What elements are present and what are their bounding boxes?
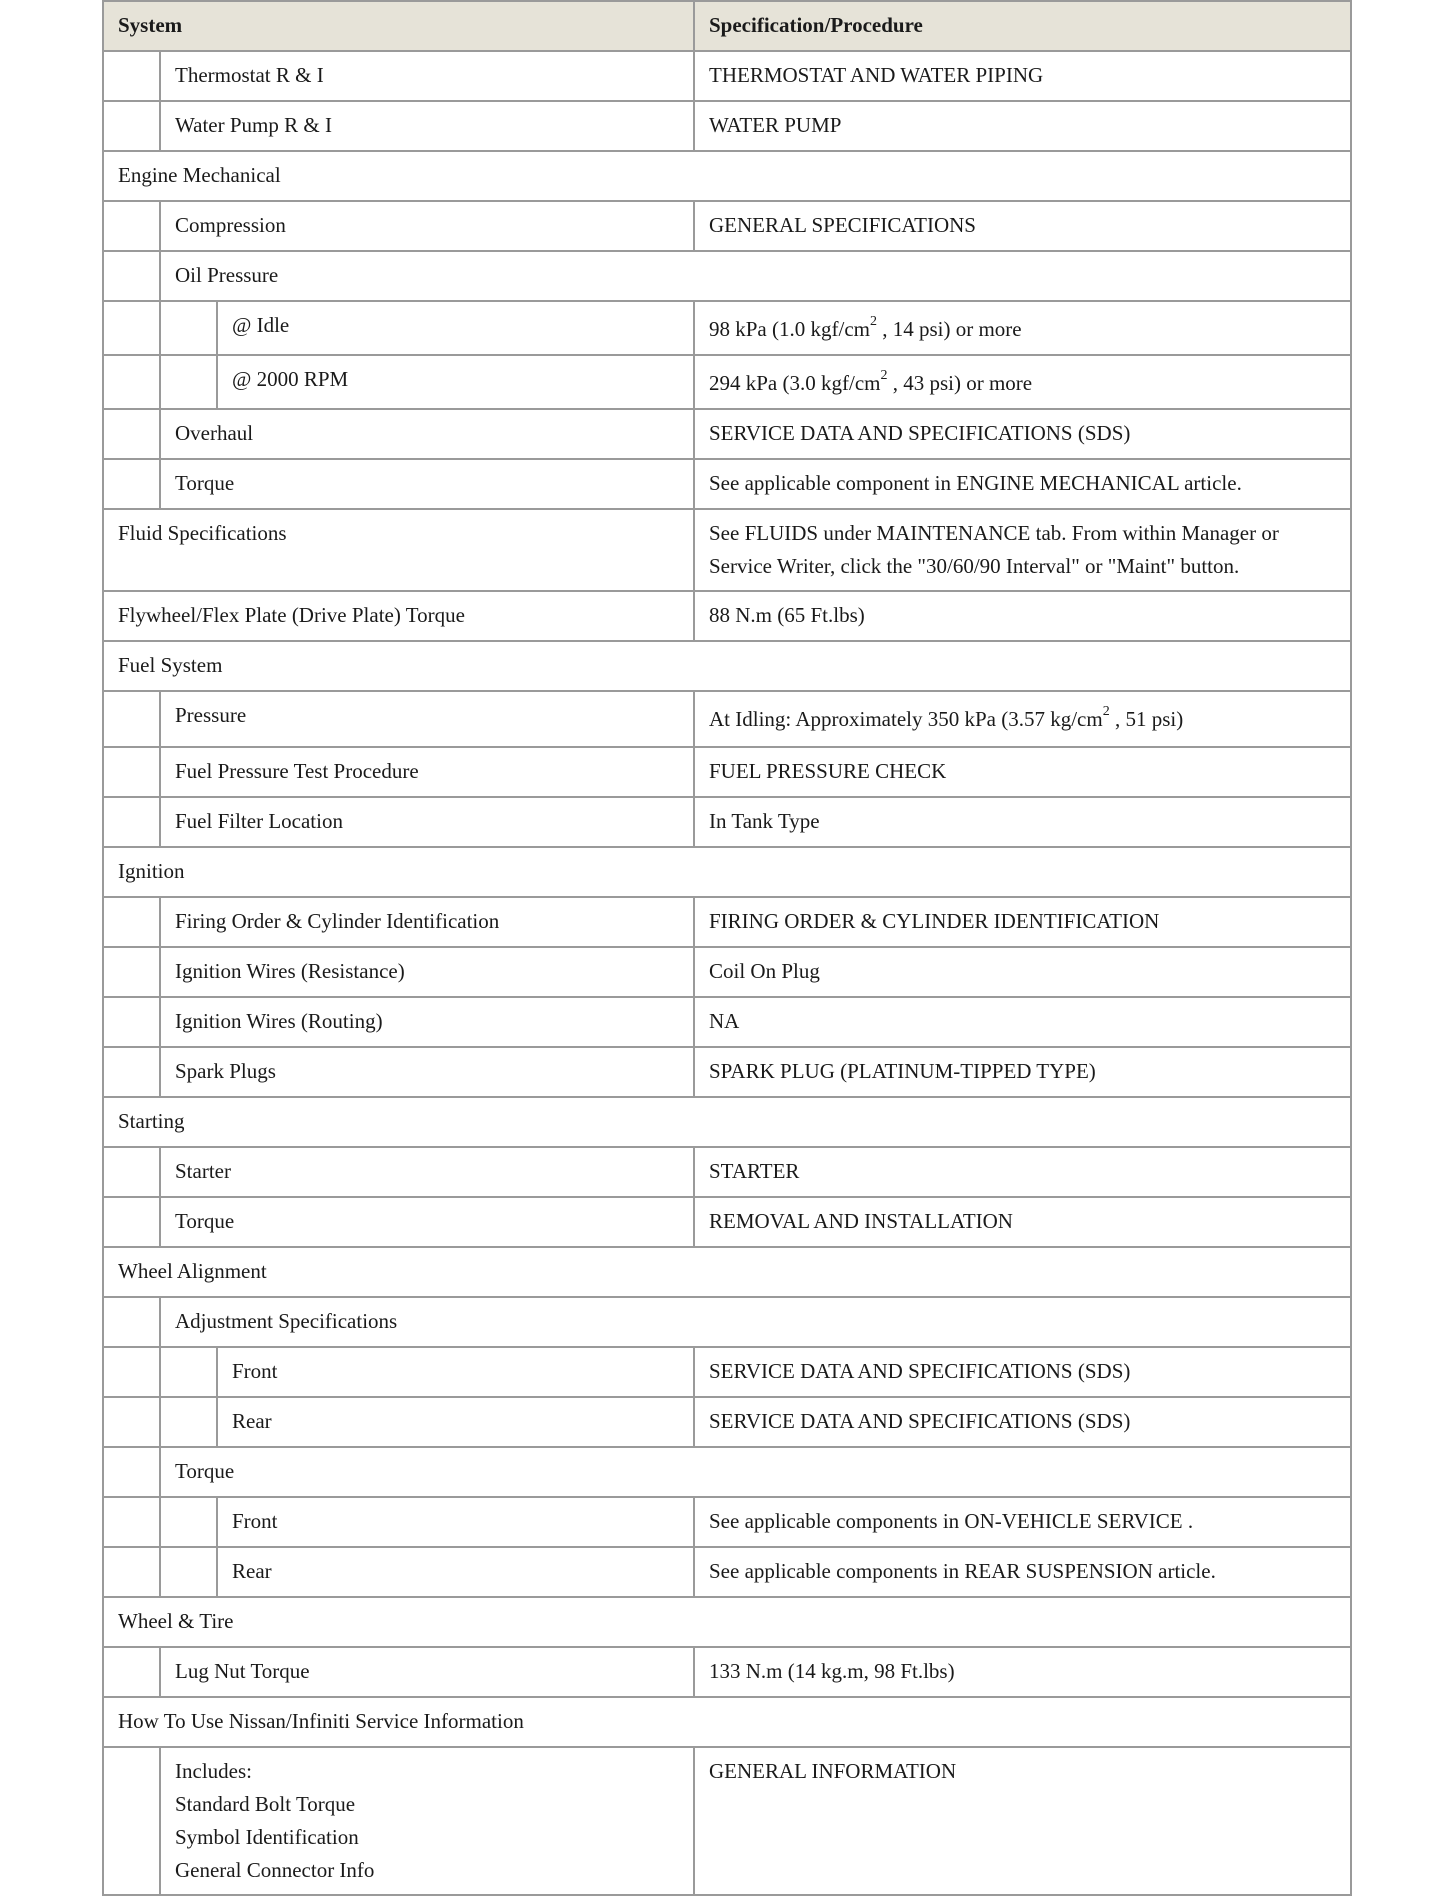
- row-value: WATER PUMP: [694, 101, 1351, 151]
- subsection-label: Oil Pressure: [160, 251, 1351, 301]
- table-row: [103, 797, 1351, 847]
- row-value: See applicable components in REAR SUSPENSION article.: [694, 1547, 1351, 1597]
- row-label: Overhaul: [160, 409, 694, 459]
- table-row: [103, 1547, 1351, 1597]
- row-value: STARTER: [694, 1147, 1351, 1197]
- table-row: [103, 201, 1351, 251]
- section-label: Fuel System: [103, 641, 1351, 691]
- section-label: Starting: [103, 1097, 1351, 1147]
- row-label: Fuel Filter Location: [160, 797, 694, 847]
- subsection-row: [103, 251, 1351, 301]
- row-label: Flywheel/Flex Plate (Drive Plate) Torque: [103, 591, 694, 641]
- subsection-label: Torque: [160, 1447, 1351, 1497]
- table-row: [103, 747, 1351, 797]
- row-label: @ 2000 RPM: [217, 355, 694, 409]
- table-row: [103, 1497, 1351, 1547]
- table-row: [103, 1347, 1351, 1397]
- table-row: [103, 459, 1351, 509]
- row-label: @ Idle: [217, 301, 694, 355]
- table-row: [103, 591, 1351, 641]
- row-label: Torque: [160, 459, 694, 509]
- row-value: See applicable components in ON-VEHICLE SERVICE .: [694, 1497, 1351, 1547]
- table-row: [103, 1197, 1351, 1247]
- row-label: Lug Nut Torque: [160, 1647, 694, 1697]
- table-row: [103, 51, 1351, 101]
- spec-table: [102, 0, 1352, 1896]
- section-label: How To Use Nissan/Infiniti Service Information: [103, 1697, 1351, 1747]
- row-label: Front: [217, 1497, 694, 1547]
- row-value: 98 kPa (1.0 kgf/$cm^2$ , 14 psi) or more: [694, 301, 1351, 355]
- row-label: [160, 1747, 694, 1895]
- section-row: [103, 847, 1351, 897]
- table-row: [103, 355, 1351, 409]
- row-value: 133 N.m (14 kg.m, 98 Ft.lbs): [694, 1647, 1351, 1697]
- row-value: SERVICE DATA AND SPECIFICATIONS (SDS): [694, 409, 1351, 459]
- row-label: Ignition Wires (Resistance): [160, 947, 694, 997]
- row-value: GENERAL SPECIFICATIONS: [694, 201, 1351, 251]
- row-label: Fluid Specifications: [103, 509, 694, 591]
- row-label: Ignition Wires (Routing): [160, 997, 694, 1047]
- header-system: System: [103, 1, 694, 51]
- row-label: Front: [217, 1347, 694, 1397]
- table-row: [103, 897, 1351, 947]
- section-row: [103, 1247, 1351, 1297]
- row-value: NA: [694, 997, 1351, 1047]
- table-row: [103, 1047, 1351, 1097]
- row-label: Rear: [217, 1547, 694, 1597]
- subsection-row: [103, 1297, 1351, 1347]
- section-row: [103, 1597, 1351, 1647]
- row-value: FIRING ORDER & CYLINDER IDENTIFICATION: [694, 897, 1351, 947]
- row-value: REMOVAL AND INSTALLATION: [694, 1197, 1351, 1247]
- row-label: Rear: [217, 1397, 694, 1447]
- table-row: [103, 1397, 1351, 1447]
- subsection-row: [103, 1447, 1351, 1497]
- includes-line: General Connector Info: [175, 1858, 375, 1882]
- row-label: Spark Plugs: [160, 1047, 694, 1097]
- row-label: Starter: [160, 1147, 694, 1197]
- row-value: 88 N.m (65 Ft.lbs): [694, 591, 1351, 641]
- section-row: [103, 1097, 1351, 1147]
- row-value: At Idling: Approximately 350 kPa (3.57 $kg/cm^2$ , 51 psi): [694, 691, 1351, 747]
- row-value: In Tank Type: [694, 797, 1351, 847]
- section-row: [103, 151, 1351, 201]
- section-label: Ignition: [103, 847, 1351, 897]
- subsection-label: Adjustment Specifications: [160, 1297, 1351, 1347]
- row-label: Water Pump R & I: [160, 101, 694, 151]
- includes-line: Includes:: [175, 1759, 252, 1783]
- table-row: [103, 409, 1351, 459]
- includes-line: Standard Bolt Torque: [175, 1792, 356, 1816]
- row-value: SERVICE DATA AND SPECIFICATIONS (SDS): [694, 1347, 1351, 1397]
- row-label: Pressure: [160, 691, 694, 747]
- includes-line: Symbol Identification: [175, 1825, 359, 1849]
- row-value: GENERAL INFORMATION: [694, 1747, 1351, 1895]
- section-row: [103, 1697, 1351, 1747]
- row-value: FUEL PRESSURE CHECK: [694, 747, 1351, 797]
- row-label: Thermostat R & I: [160, 51, 694, 101]
- row-label: Torque: [160, 1197, 694, 1247]
- row-value: See applicable component in ENGINE MECHANICAL article.: [694, 459, 1351, 509]
- table-row: [103, 101, 1351, 151]
- row-value: THERMOSTAT AND WATER PIPING: [694, 51, 1351, 101]
- table-row: [103, 997, 1351, 1047]
- table-row: [103, 1647, 1351, 1697]
- row-value: SERVICE DATA AND SPECIFICATIONS (SDS): [694, 1397, 1351, 1447]
- table-row: [103, 301, 1351, 355]
- row-value: Coil On Plug: [694, 947, 1351, 997]
- table-row: [103, 1747, 1351, 1895]
- row-label: Fuel Pressure Test Procedure: [160, 747, 694, 797]
- section-row: [103, 641, 1351, 691]
- row-value: See FLUIDS under MAINTENANCE tab. From within Manager or Service Writer, click the "30/60/90 Interval" or "Maint" button.: [694, 509, 1351, 591]
- row-label: Firing Order & Cylinder Identification: [160, 897, 694, 947]
- table-row: [103, 1147, 1351, 1197]
- row-label: Compression: [160, 201, 694, 251]
- row-value: 294 kPa (3.0 kgf/$cm^2$ , 43 psi) or more: [694, 355, 1351, 409]
- section-label: Wheel Alignment: [103, 1247, 1351, 1297]
- header-spec: Specification/Procedure: [694, 1, 1351, 51]
- row-value: SPARK PLUG (PLATINUM-TIPPED TYPE): [694, 1047, 1351, 1097]
- table-header-row: [103, 1, 1351, 51]
- table-row: [103, 947, 1351, 997]
- table-row: [103, 509, 1351, 591]
- section-label: Engine Mechanical: [103, 151, 1351, 201]
- section-label: Wheel & Tire: [103, 1597, 1351, 1647]
- table-row: [103, 691, 1351, 747]
